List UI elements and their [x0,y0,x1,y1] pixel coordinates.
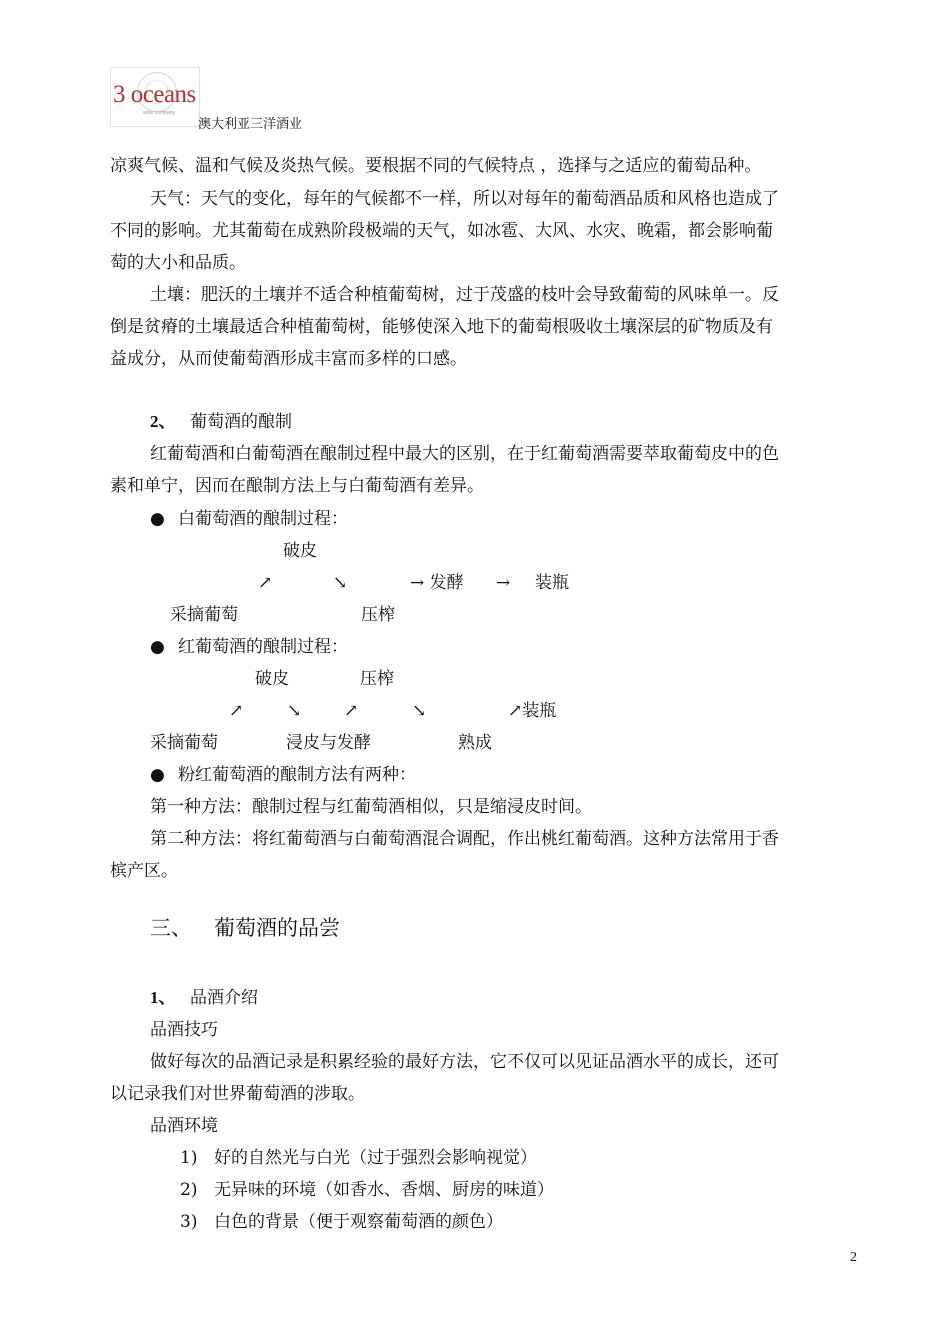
red-press: 压榨 [360,669,394,689]
env-item-text: 无异味的环境（如香水、香烟、厨房的味道） [214,1180,554,1200]
arrow-right-icon: → [496,573,511,593]
section-title: 葡萄酒的品尝 [214,916,340,940]
arrow-up-right-icon: ↗ [229,701,244,721]
weather-line-1: 天气：天气的变化，每年的气候都不一样，所以对每年的葡萄酒品质和风格也造成了 [150,189,779,209]
white-crush: 破皮 [283,541,317,561]
red-bottle: ↗装瓶 [508,701,557,721]
skill-title: 品酒技巧 [150,1020,218,1040]
soil-line-2: 倒是贫瘠的土壤最适合种植葡萄树，能够使深入地下的葡萄根吸收土壤深层的矿物质及有 [110,317,773,337]
brewing-title: 葡萄酒的酿制 [190,412,292,432]
env-item-text: 白色的背景（便于观察葡萄酒的颜色） [214,1212,503,1232]
bullet-icon: ● [150,765,165,785]
arrow-up-right-icon: ↗ [258,573,273,593]
red-crush: 破皮 [255,669,289,689]
white-bottle: 装瓶 [535,573,569,593]
rose-method-2-line-1: 第二种方法：将红葡萄酒与白葡萄酒混合调配，作出桃红葡萄酒。这种方法常用于香 [150,829,779,849]
white-process-title: 白葡萄酒的酿制过程： [178,509,348,529]
red-process-title: 红葡萄酒的酿制过程： [178,637,348,657]
red-pick: 采摘葡萄 [150,733,218,753]
arrow-up-right-icon: ↗ [344,701,359,721]
rose-title: 粉红葡萄酒的酿制方法有两种： [178,765,416,785]
page-number: 2 [850,1250,857,1265]
white-pick: 采摘葡萄 [170,605,238,625]
arrow-down-right-icon: ↘ [287,701,302,721]
soil-line-1: 土壤：肥沃的土壤并不适合种植葡萄树，过于茂盛的枝叶会导致葡萄的风味单一。反 [150,285,779,305]
env-title: 品酒环境 [150,1116,218,1136]
soil-line-3: 益成分，从而使葡萄酒形成丰富而多样的口感。 [110,349,467,369]
brewing-intro-1: 红葡萄酒和白葡萄酒在酿制过程中最大的区别，在于红葡萄酒需要萃取葡萄皮中的色 [150,444,779,464]
company-logo [110,67,200,127]
brewing-intro-2: 素和单宁，因而在酿制方法上与白葡萄酒有差异。 [110,476,484,496]
brewing-number: 2、 [150,412,176,431]
red-mature: 熟成 [458,733,492,753]
rose-method-2-line-2: 槟产区。 [110,861,178,881]
arrow-down-right-icon: ↘ [412,701,427,721]
white-ferment: → 发酵 [410,573,464,593]
weather-line-3: 萄的大小和品质。 [110,253,246,273]
red-macerate: 浸皮与发酵 [286,733,371,753]
env-item-number: 2) [180,1180,198,1200]
company-name: 澳大利亚三洋酒业 [198,117,303,132]
weather-line-2: 不同的影响。尤其葡萄在成熟阶段极端的天气，如冰雹、大风、水灾、晚霜，都会影响葡 [110,221,773,241]
tasting-number: 1、 [150,988,176,1007]
climate-line: 凉爽气候、温和气候及炎热气候。要根据不同的气候特点 ，选择与之适应的葡萄品种。 [110,156,762,176]
skill-text-2: 以记录我们对世界葡萄酒的涉取。 [110,1084,365,1104]
env-item-number: 3) [180,1212,198,1232]
skill-text-1: 做好每次的品酒记录是积累经验的最好方法，它不仅可以见证品酒水平的成长，还可 [150,1052,779,1072]
section-number: 三、 [150,916,192,940]
logo-text: 3 oceans [113,81,196,108]
bullet-icon: ● [150,637,165,657]
env-item-text: 好的自然光与白光（过于强烈会影响视觉） [214,1148,537,1168]
logo-tagline: wine company [143,110,175,116]
rose-method-1: 第一种方法：酿制过程与红葡萄酒相似，只是缩浸皮时间。 [150,797,592,817]
tasting-title: 品酒介绍 [190,988,258,1008]
bullet-icon: ● [150,509,165,529]
arrow-down-right-icon: ↘ [333,573,348,593]
env-item-number: 1) [180,1148,198,1168]
white-press: 压榨 [361,605,395,625]
